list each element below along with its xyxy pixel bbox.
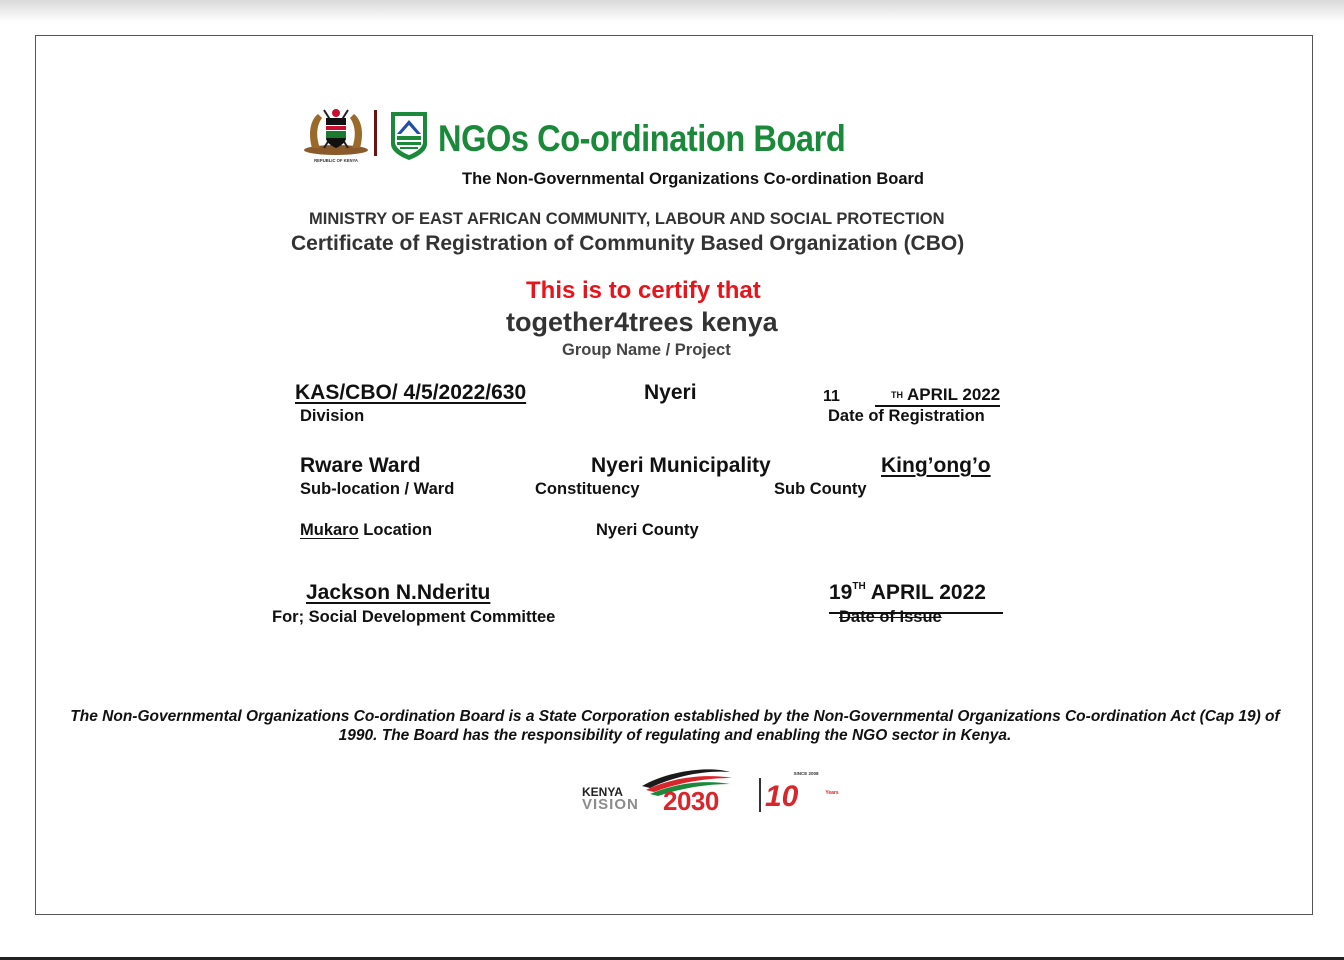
board-description: The Non-Governmental Organizations Co-ordination Board is a State Corporation established by the Non-Governmental Organizations Co-ordination Act (Cap 19) of 1990. The Board has the responsibility of regulating and enabling the NGO sector in Kenya. xyxy=(70,708,1280,744)
registration-date-label: Date of Registration xyxy=(828,407,985,425)
board-name: NGOs Co-ordination Board xyxy=(438,118,846,159)
group-name-label: Group Name / Project xyxy=(562,341,731,359)
group-name: together4trees kenya xyxy=(506,307,778,337)
sub-county-name: King’ong’o xyxy=(881,454,991,477)
vision-years-text: Years xyxy=(825,790,839,796)
registration-place: Nyeri xyxy=(644,381,697,404)
location-name: Mukaro xyxy=(300,521,359,539)
constituency-name: Nyeri Municipality xyxy=(591,454,771,477)
ward-name: Rware Ward xyxy=(300,454,421,477)
ngo-board-emblem xyxy=(387,110,431,162)
coat-of-arms-caption: REPUBLIC OF KENYA xyxy=(314,158,358,163)
constituency-label: Constituency xyxy=(535,480,640,498)
vision-year-text: 2030 xyxy=(663,786,719,816)
certificate-title: Certificate of Registration of Community Based Organization (CBO) xyxy=(291,232,965,255)
registration-day: 11 xyxy=(823,388,840,405)
registration-number-label: Division xyxy=(300,407,365,425)
registration-day-suffix: TH xyxy=(891,390,903,400)
signer-name: Jackson N.Nderitu xyxy=(306,581,491,604)
ward-label: Sub-location / Ward xyxy=(300,480,455,498)
board-full-name: The Non-Governmental Organizations Co-ordination Board xyxy=(462,170,925,188)
kenya-coat-of-arms-logo xyxy=(302,104,370,164)
issue-date xyxy=(829,581,986,605)
sub-county-label: Sub County xyxy=(774,480,867,498)
certificate xyxy=(35,35,1313,915)
county-name: Nyeri County xyxy=(596,521,699,539)
signer-role: For; Social Development Committee xyxy=(272,608,556,626)
issue-month-year: APRIL 2022 xyxy=(870,581,986,604)
issue-day: 19 xyxy=(829,581,853,604)
issue-date-label: Date of Issue xyxy=(839,608,942,626)
certify-statement: This is to certify that xyxy=(526,277,761,304)
vision-since-text: SINCE 2008 xyxy=(793,771,819,776)
ministry-name: MINISTRY OF EAST AFRICAN COMMUNITY, LABOUR AND SOCIAL PROTECTION xyxy=(309,210,945,228)
vision-kenya-text: KENYA xyxy=(582,785,623,799)
registration-date xyxy=(875,385,1000,407)
vision-ten-years-text: 10 xyxy=(765,780,799,813)
vision-logo-separator xyxy=(759,778,761,812)
registration-month-year: APRIL 2022 xyxy=(907,385,1001,404)
logo-separator xyxy=(374,110,377,156)
location-line xyxy=(300,521,432,540)
location-label: Location xyxy=(363,521,433,539)
window-top-bar xyxy=(0,0,1344,22)
registration-number: KAS/CBO/ 4/5/2022/630 xyxy=(295,381,527,404)
vision-word-text: VISION xyxy=(582,796,639,813)
issue-day-suffix: TH xyxy=(852,581,866,592)
